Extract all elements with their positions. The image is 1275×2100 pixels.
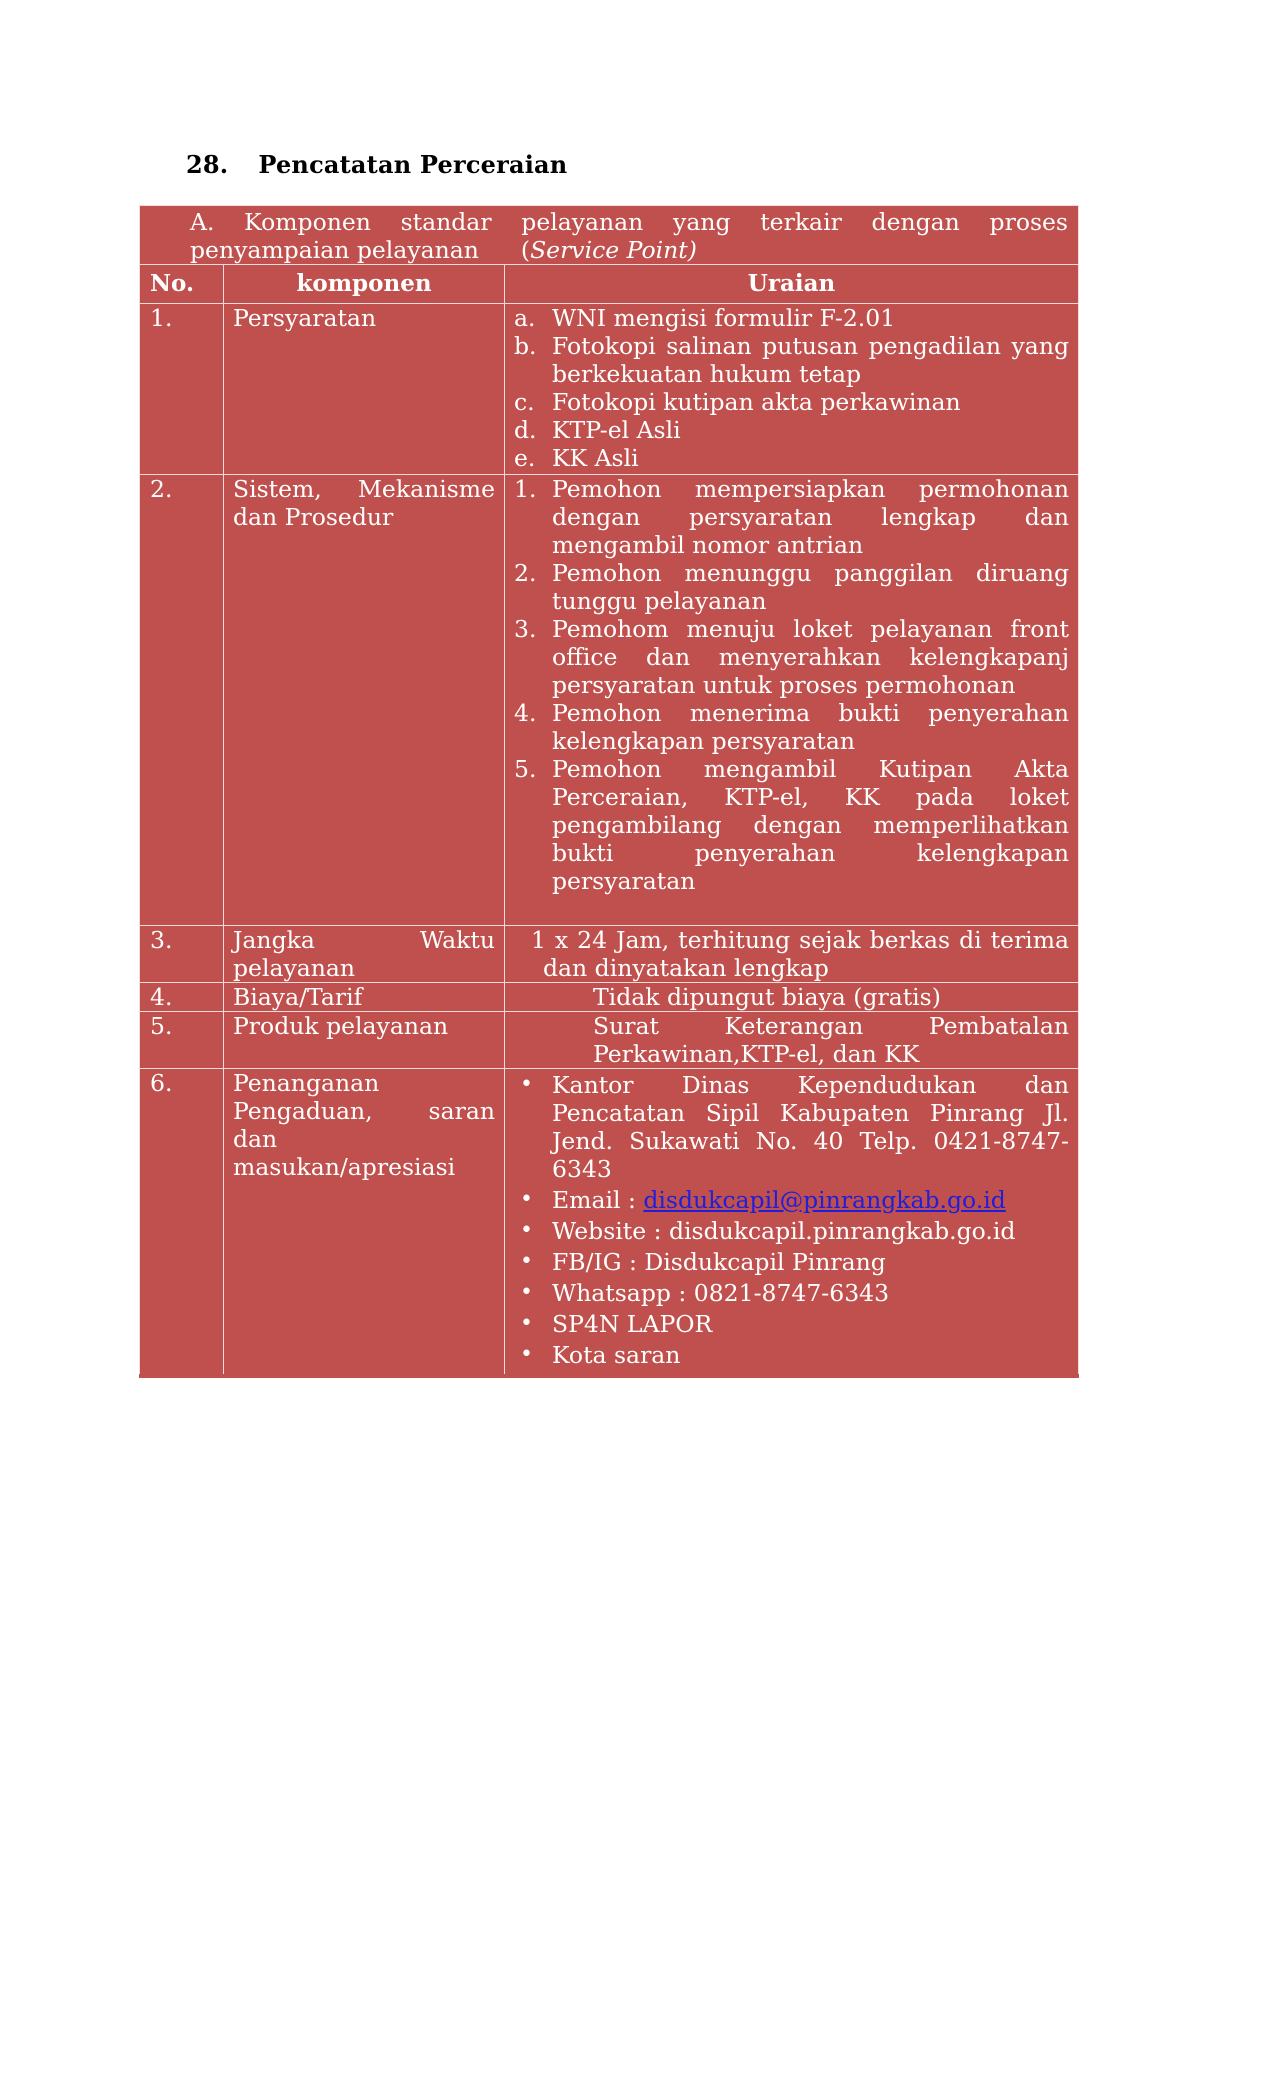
- list-item: [514, 388, 1069, 416]
- row-komponen: Biaya/Tarif: [224, 983, 505, 1012]
- list-item: [514, 699, 1069, 755]
- header-komponen: komponen: [224, 265, 505, 304]
- list-item-contact: [514, 1279, 1069, 1307]
- row-uraian: [505, 1069, 1079, 1377]
- list-marker: 1.: [514, 475, 537, 503]
- bullet-icon: •: [520, 1072, 533, 1097]
- section-number: 28.: [186, 150, 229, 179]
- list-item: [514, 444, 1069, 472]
- section-title: Pencatatan Perceraian: [258, 150, 568, 179]
- service-standard-table: [139, 205, 1079, 1378]
- list-item-contact: [514, 1217, 1069, 1245]
- header-no: No.: [140, 265, 224, 304]
- banner-service-point: Service Point): [530, 236, 697, 264]
- list-item: [514, 755, 1069, 895]
- list-item: [514, 615, 1069, 699]
- table-row: [140, 1069, 1079, 1377]
- list-item-contact: [514, 1248, 1069, 1276]
- list-text: Pemohom menuju loket pelayanan front office dan menyerahkan kelengkapanj persyaratan untuk proses permohonan: [552, 615, 1069, 699]
- address-text: Kantor Dinas Kependudukan dan Pencatatan Sipil Kabupaten Pinrang Jl. Jend. Sukawati No. 40 Telp. 0421-8747-6343: [552, 1071, 1069, 1183]
- banner-paren: (: [520, 236, 531, 264]
- table-header-row: [140, 265, 1079, 304]
- table-row: [140, 475, 1079, 926]
- list-marker: a.: [514, 304, 536, 332]
- section-heading: [186, 150, 567, 179]
- list-item: [514, 304, 1069, 332]
- requirements-list: [514, 304, 1069, 472]
- list-text: Pemohon mempersiapkan permohonan dengan persyaratan lengkap dan mengambil nomor antrian: [552, 475, 1069, 559]
- row-uraian: 1 x 24 Jam, terhitung sejak berkas di terima dan dinyatakan lengkap: [505, 926, 1079, 983]
- email-line: [552, 1186, 1069, 1214]
- bullet-icon: •: [520, 1342, 533, 1367]
- row-komponen: Persyaratan: [224, 304, 505, 475]
- list-marker: c.: [514, 388, 535, 416]
- list-marker: 4.: [514, 699, 537, 727]
- row-uraian: Surat Keterangan Pembatalan Perkawinan,KTP-el, dan KK: [505, 1012, 1079, 1069]
- bullet-icon: •: [520, 1218, 533, 1243]
- list-item: [514, 416, 1069, 444]
- banner-line-2: [190, 236, 1068, 264]
- list-marker: 5.: [514, 755, 537, 783]
- list-text: Pemohon mengambil Kutipan Akta Perceraian, KTP-el, KK pada loket pengambilang dengan memperlihatkan bukti penyerahan kelengkapan persyaratan: [552, 755, 1069, 895]
- row-uraian: Tidak dipungut biaya (gratis): [505, 983, 1079, 1012]
- list-item: [514, 332, 1069, 388]
- list-text: KTP-el Asli: [552, 416, 681, 444]
- list-item: [514, 559, 1069, 615]
- contact-text: Whatsapp : 0821-8747-6343: [552, 1279, 890, 1307]
- row-komponen: Penanganan Pengaduan, saran dan masukan/apresiasi: [224, 1069, 505, 1377]
- list-item-contact: [514, 1310, 1069, 1338]
- row-number: 2.: [140, 475, 224, 926]
- row-komponen: Produk pelayanan: [224, 1012, 505, 1069]
- row-komponen: Jangka Waktu pelayanan: [224, 926, 505, 983]
- row-uraian: [505, 475, 1079, 926]
- list-item-email: [514, 1186, 1069, 1214]
- contact-list: [514, 1071, 1069, 1369]
- list-text: Pemohon menunggu panggilan diruang tunggu pelayanan: [552, 559, 1069, 615]
- list-text: Fotokopi salinan putusan pengadilan yang berkekuatan hukum tetap: [552, 332, 1069, 388]
- list-marker: b.: [514, 332, 537, 360]
- list-item-address: [514, 1071, 1069, 1183]
- procedure-list: [514, 475, 1069, 895]
- list-item: [514, 475, 1069, 559]
- bullet-icon: •: [520, 1311, 533, 1336]
- table-banner-row: [140, 206, 1079, 265]
- bullet-icon: •: [520, 1280, 533, 1305]
- list-item-contact: [514, 1341, 1069, 1369]
- table-row: [140, 304, 1079, 475]
- table-banner: [140, 206, 1079, 265]
- row-number: 3.: [140, 926, 224, 983]
- list-text: KK Asli: [552, 444, 639, 472]
- list-marker: 2.: [514, 559, 537, 587]
- list-marker: d.: [514, 416, 537, 444]
- email-label: Email :: [552, 1186, 644, 1214]
- list-text: WNI mengisi formulir F-2.01: [552, 304, 896, 332]
- row-uraian: [505, 304, 1079, 475]
- contact-text: Website : disdukcapil.pinrangkab.go.id: [552, 1217, 1016, 1245]
- row-komponen: Sistem, Mekanisme dan Prosedur: [224, 475, 505, 926]
- banner-line-2-text: penyampaian pelayanan: [190, 236, 479, 264]
- list-text: Fotokopi kutipan akta perkawinan: [552, 388, 961, 416]
- contact-text: FB/IG : Disdukcapil Pinrang: [552, 1248, 886, 1276]
- list-marker: 3.: [514, 615, 537, 643]
- table-row: [140, 926, 1079, 983]
- banner-line-1: A. Komponen standar pelayanan yang terkair dengan proses: [190, 208, 1068, 236]
- list-marker: e.: [514, 444, 536, 472]
- bullet-icon: •: [520, 1187, 533, 1212]
- row-number: 1.: [140, 304, 224, 475]
- contact-text: SP4N LAPOR: [552, 1310, 713, 1338]
- contact-text: Kota saran: [552, 1341, 681, 1369]
- table-row: [140, 1012, 1079, 1069]
- row-number: 4.: [140, 983, 224, 1012]
- header-uraian: Uraian: [505, 265, 1079, 304]
- bullet-icon: •: [520, 1249, 533, 1274]
- list-text: Pemohon menerima bukti penyerahan kelengkapan persyaratan: [552, 699, 1069, 755]
- row-number: 5.: [140, 1012, 224, 1069]
- row-number: 6.: [140, 1069, 224, 1377]
- table-row: [140, 983, 1079, 1012]
- email-link[interactable]: disdukcapil@pinrangkab.go.id: [643, 1186, 1006, 1214]
